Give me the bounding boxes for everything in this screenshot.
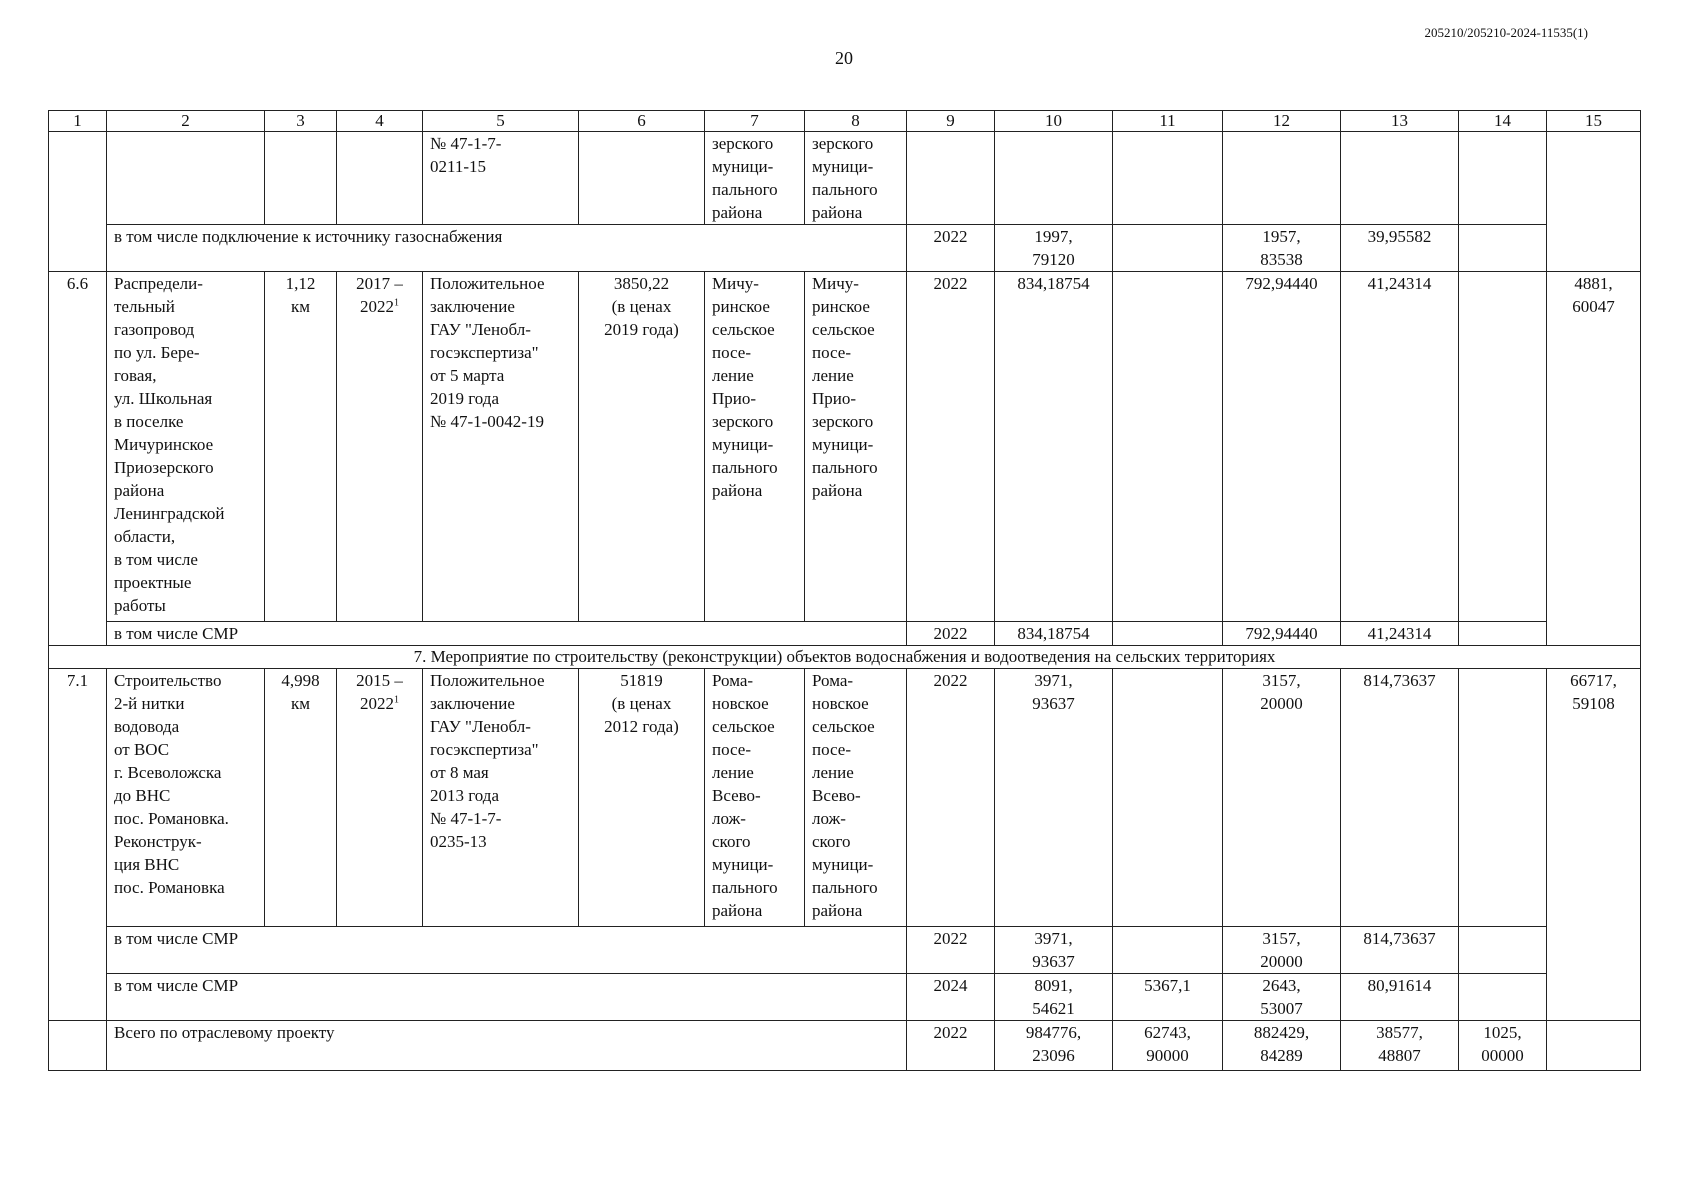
total-cost-cell: 4881, 60047 <box>1547 272 1641 646</box>
value-cell: 792,94440 <box>1223 622 1341 646</box>
value-cell: 80,91614 <box>1341 974 1459 1021</box>
value-cell: 3157, 20000 <box>1223 927 1341 974</box>
value-cell <box>1459 622 1547 646</box>
section-heading: 7. Мероприятие по строительству (реконструкции) объектов водоснабжения и водоотведения на сельских территориях <box>49 646 1641 669</box>
column-number: 1 <box>49 111 107 132</box>
expenditure-table <box>48 110 1641 1071</box>
column-number: 11 <box>1113 111 1223 132</box>
value-cell <box>1547 1021 1641 1071</box>
object-name-cell: Распредели- тельный газопровод по ул. Бере- говая, ул. Школьная в поселке Мичуринское Приозерского района Ленинградской области, в том числе проектные работы <box>107 272 265 622</box>
period-cell <box>337 272 423 622</box>
customer-cell: Мичу- ринское сельское посе- ление Прио- зерского муници- пального района <box>705 272 805 622</box>
value-cell: 8091, 54621 <box>995 974 1113 1021</box>
cell-empty <box>907 132 995 225</box>
column-number: 4 <box>337 111 423 132</box>
value-cell: 3157, 20000 <box>1223 669 1341 927</box>
value-cell <box>1113 669 1223 927</box>
cell-empty <box>337 132 423 225</box>
approval-cell: Положительное заключение ГАУ "Ленобл- госэкспертиза" от 5 марта 2019 года № 47-1-0042-19 <box>423 272 579 622</box>
cell-empty <box>107 132 265 225</box>
subrow <box>49 974 1641 1021</box>
column-number: 6 <box>579 111 705 132</box>
value-cell: 792,94440 <box>1223 272 1341 622</box>
municipality-cell: Рома- новское сельское посе- ление Всево- лож- ского муници- пального района <box>805 669 907 927</box>
column-number: 15 <box>1547 111 1641 132</box>
capacity-cell: 4,998 км <box>265 669 337 927</box>
column-number: 9 <box>907 111 995 132</box>
cell-empty <box>1223 132 1341 225</box>
subrow <box>49 927 1641 974</box>
value-cell: 1957, 83538 <box>1223 225 1341 272</box>
value-cell: 882429, 84289 <box>1223 1021 1341 1071</box>
value-cell <box>1113 622 1223 646</box>
value-cell: 38577, 48807 <box>1341 1021 1459 1071</box>
value-cell: 3971, 93637 <box>995 669 1113 927</box>
column-number: 12 <box>1223 111 1341 132</box>
cell-empty <box>1341 132 1459 225</box>
subrow <box>49 225 1641 272</box>
footnote-marker: 1 <box>394 297 399 309</box>
column-number: 14 <box>1459 111 1547 132</box>
year-cell: 2024 <box>907 974 995 1021</box>
year-cell: 2022 <box>907 1021 995 1071</box>
subrow-label: в том числе СМР <box>107 927 907 974</box>
item-number: 7.1 <box>49 669 107 1021</box>
value-cell <box>1113 225 1223 272</box>
column-number: 10 <box>995 111 1113 132</box>
value-cell <box>1459 225 1547 272</box>
value-cell: 3971, 93637 <box>995 927 1113 974</box>
column-number: 7 <box>705 111 805 132</box>
subrow-label: в том числе СМР <box>107 974 907 1021</box>
cell-empty <box>1459 132 1547 225</box>
column-number: 8 <box>805 111 907 132</box>
cell-empty <box>579 132 705 225</box>
cell-empty <box>49 1021 107 1071</box>
customer-cell: Рома- новское сельское посе- ление Всево- лож- ского муници- пального района <box>705 669 805 927</box>
item-row-7-1 <box>49 669 1641 927</box>
cell-empty <box>995 132 1113 225</box>
column-number: 2 <box>107 111 265 132</box>
item-row-6-6 <box>49 272 1641 622</box>
subrow <box>49 622 1641 646</box>
value-cell: 5367,1 <box>1113 974 1223 1021</box>
capacity-cell: 1,12 км <box>265 272 337 622</box>
document-id: 205210/205210-2024-11535(1) <box>1424 25 1588 40</box>
value-cell: 1025, 00000 <box>1459 1021 1547 1071</box>
value-cell: 984776, 23096 <box>995 1021 1113 1071</box>
section-heading-row <box>49 646 1641 669</box>
value-cell: 814,73637 <box>1341 927 1459 974</box>
customer-cell: зерского муници- пального района <box>705 132 805 225</box>
continuation-row <box>49 132 1641 225</box>
value-cell: 834,18754 <box>995 272 1113 622</box>
value-cell: 41,24314 <box>1341 272 1459 622</box>
period-text: 2017 – 2022 <box>356 274 403 316</box>
value-cell: 39,95582 <box>1341 225 1459 272</box>
value-cell <box>1113 927 1223 974</box>
value-cell: 62743, 90000 <box>1113 1021 1223 1071</box>
value-cell: 41,24314 <box>1341 622 1459 646</box>
value-cell: 834,18754 <box>995 622 1113 646</box>
object-name-cell: Строительство 2-й нитки водовода от ВОС г. Всеволожска до ВНС пос. Романовка. Реконструк- ция ВНС пос. Романовка <box>107 669 265 927</box>
year-cell: 2022 <box>907 225 995 272</box>
column-number: 3 <box>265 111 337 132</box>
total-row <box>49 1021 1641 1071</box>
cell-empty <box>265 132 337 225</box>
page-number: 20 <box>835 48 853 68</box>
value-cell: 814,73637 <box>1341 669 1459 927</box>
value-cell: 1997, 79120 <box>995 225 1113 272</box>
year-cell: 2022 <box>907 272 995 622</box>
subrow-label: в том числе подключение к источнику газоснабжения <box>107 225 907 272</box>
subrow-label: в том числе СМР <box>107 622 907 646</box>
footnote-marker: 1 <box>394 694 399 706</box>
total-cost-cell: 66717, 59108 <box>1547 669 1641 1021</box>
year-cell: 2022 <box>907 622 995 646</box>
item-number: 6.6 <box>49 272 107 646</box>
municipality-cell: Мичу- ринское сельское посе- ление Прио- зерского муници- пального района <box>805 272 907 622</box>
column-number: 5 <box>423 111 579 132</box>
estimate-cell: 51819 (в ценах 2012 года) <box>579 669 705 927</box>
approval-cell: Положительное заключение ГАУ "Ленобл- госэкспертиза" от 8 мая 2013 года № 47-1-7- 0235-13 <box>423 669 579 927</box>
municipality-cell: зерского муници- пального района <box>805 132 907 225</box>
value-cell: 2643, 53007 <box>1223 974 1341 1021</box>
year-cell: 2022 <box>907 669 995 927</box>
value-cell <box>1459 272 1547 622</box>
cell-empty <box>1547 132 1641 272</box>
cell-empty <box>49 132 107 272</box>
period-text: 2015 – 2022 <box>356 671 403 713</box>
period-cell <box>337 669 423 927</box>
value-cell <box>1113 272 1223 622</box>
approval-cell: № 47-1-7- 0211-15 <box>423 132 579 225</box>
column-number-row <box>49 111 1641 132</box>
year-cell: 2022 <box>907 927 995 974</box>
total-label: Всего по отраслевому проекту <box>107 1021 907 1071</box>
column-number: 13 <box>1341 111 1459 132</box>
cell-empty <box>1113 132 1223 225</box>
estimate-cell: 3850,22 (в ценах 2019 года) <box>579 272 705 622</box>
value-cell <box>1459 974 1547 1021</box>
value-cell <box>1459 927 1547 974</box>
value-cell <box>1459 669 1547 927</box>
